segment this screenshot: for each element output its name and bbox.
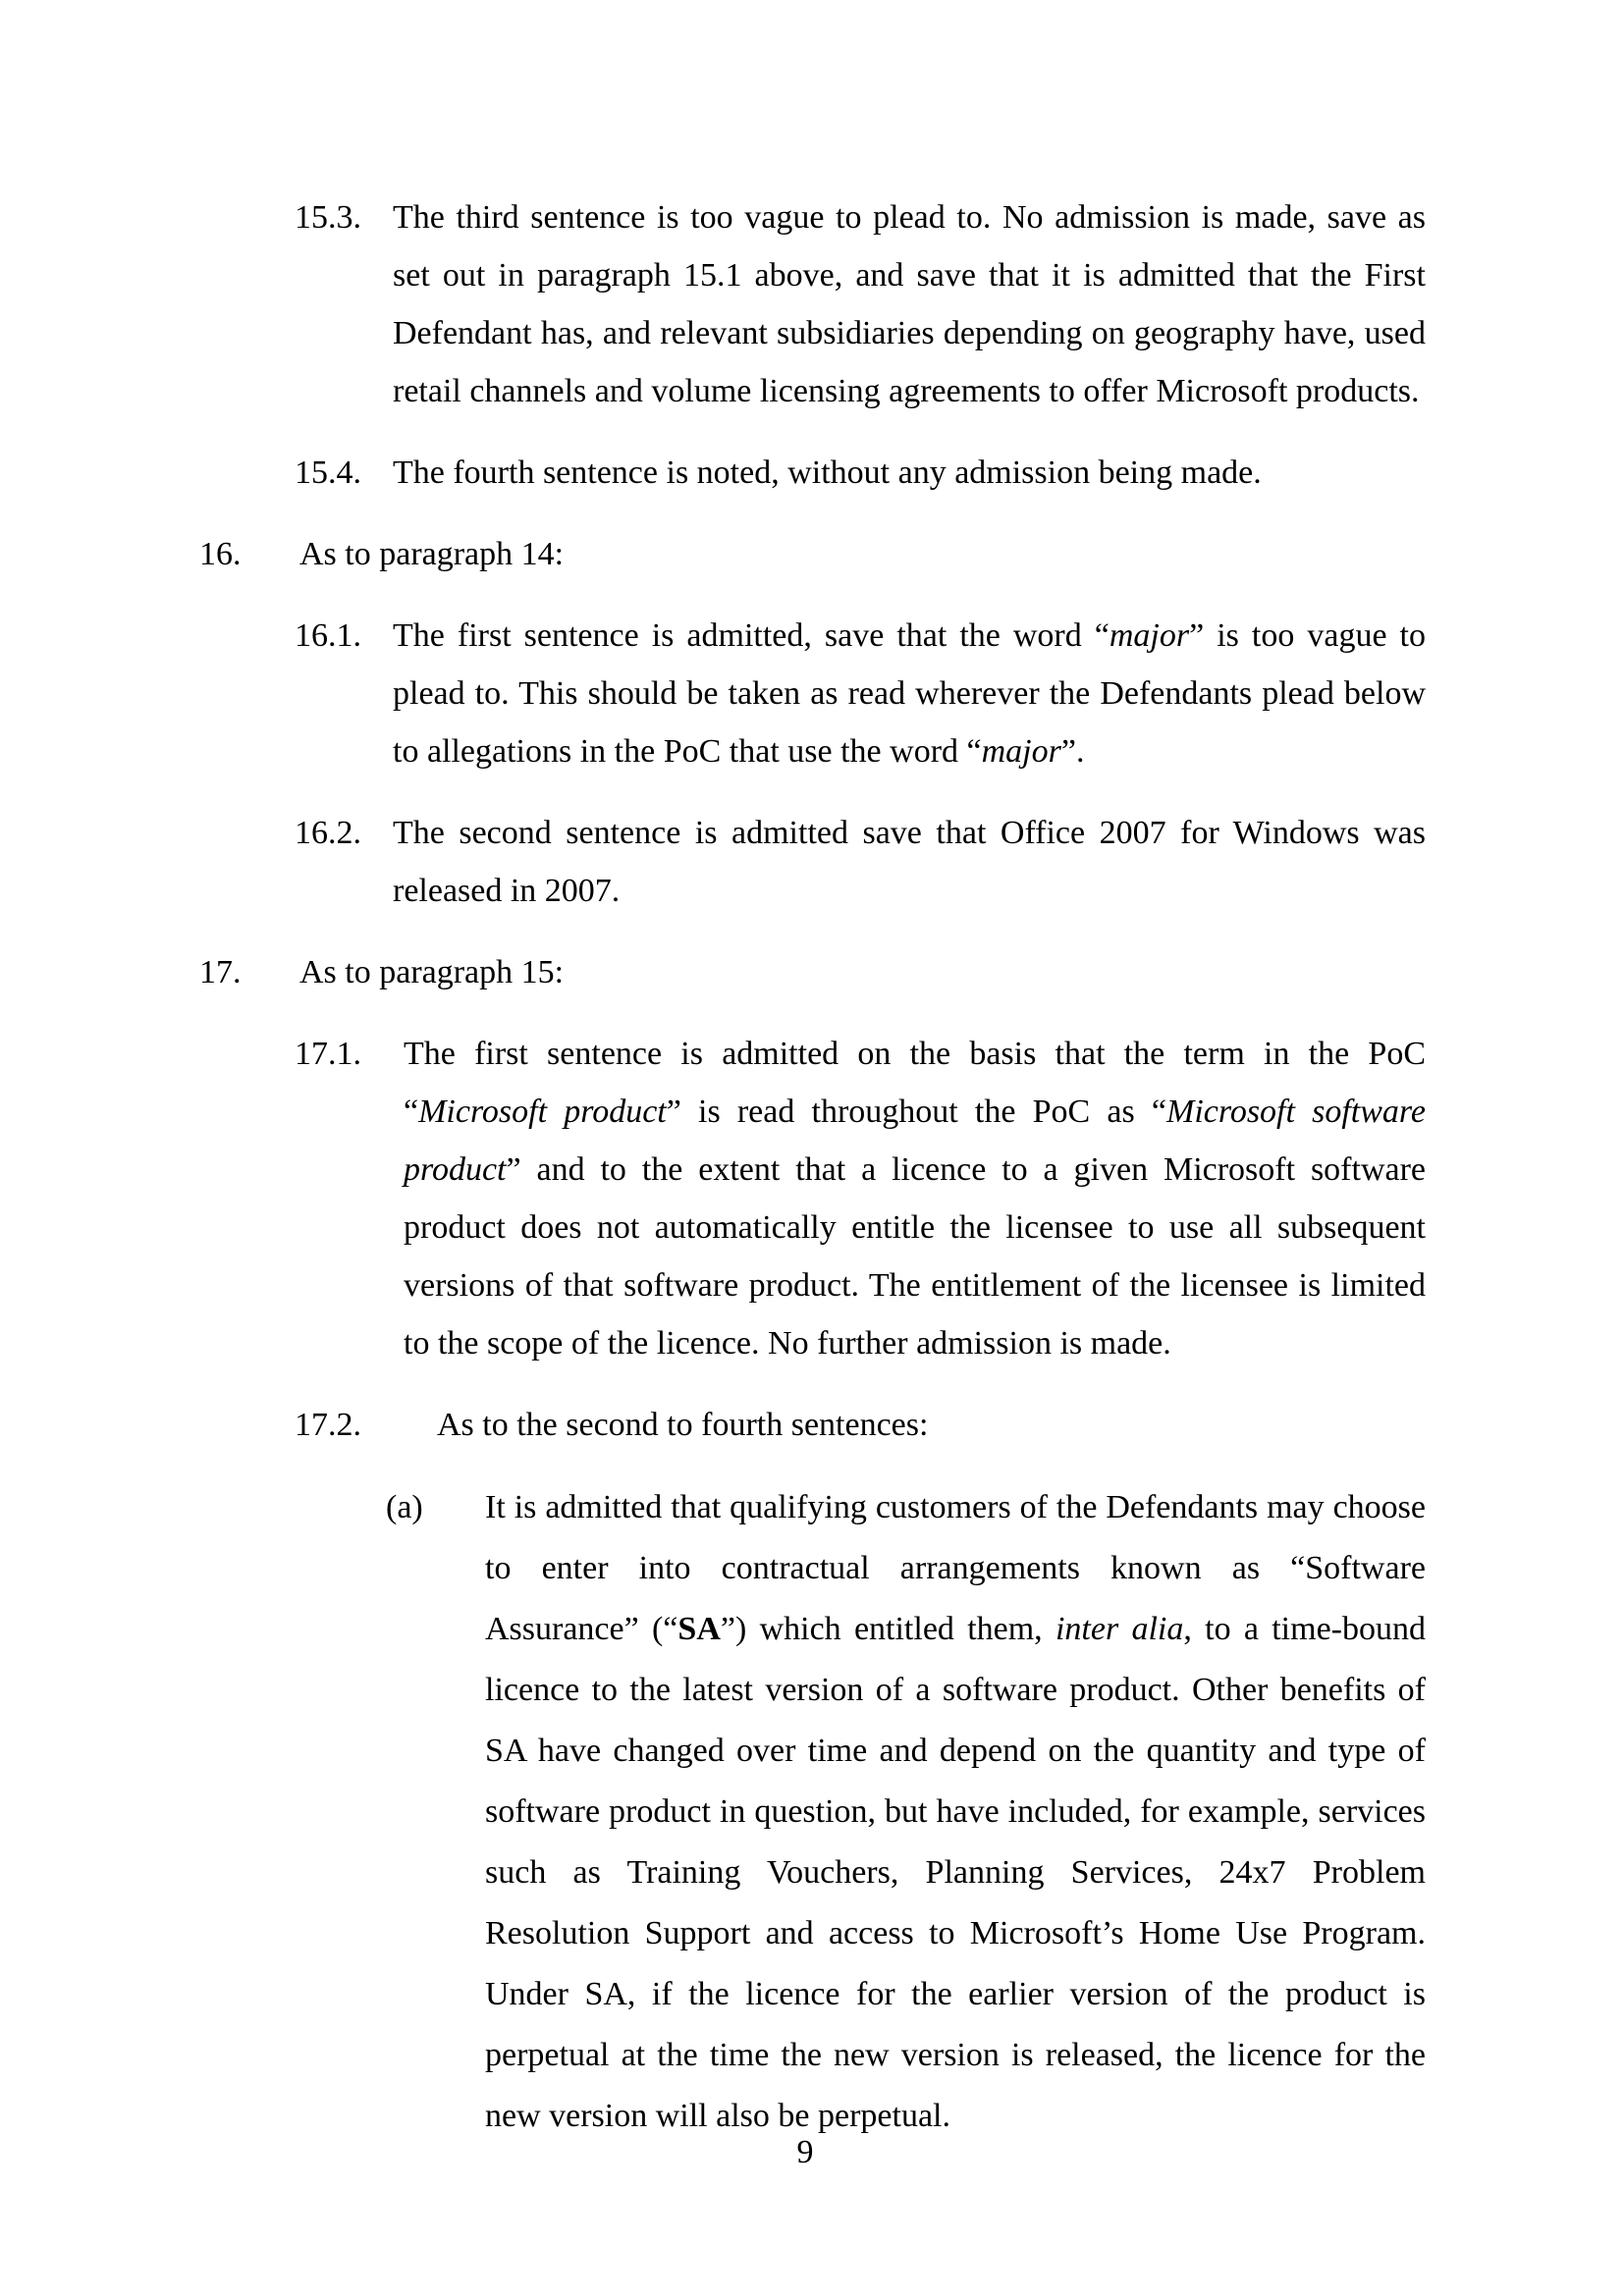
paragraph-17 [199,943,1426,1001]
paragraph-number: 17. [199,954,242,990]
paragraph-16-2 [199,804,1426,920]
text-run: The second sentence is admitted save that Office 2007 for Windows was released in 2007. [393,815,1426,909]
text-run: The third sentence is too vague to plead to. No admission is made, save as set out in paragraph 15.1 above, and save that it is admitted that the First Defendant has, and relevant subsidiaries depending on geography have, used retail channels and volume licensing agreements to offer Microsoft products. [393,199,1426,409]
document-body [199,188,1426,2147]
text-run: As to paragraph 15: [299,954,565,990]
paragraph-text [485,1477,1426,2147]
paragraph-text [393,607,1426,780]
text-run: ” and to the extent that a licence to a given Microsoft software product does not automatically entitle the licensee to use all subsequent versions of that software product. The entitlement of the licensee is limited to the scope of the licence. No further admission is made. [404,1151,1426,1362]
paragraph-number: 16. [199,536,242,572]
bold-text-run: SA [677,1611,721,1647]
paragraph-number: 15.4. [295,454,361,491]
paragraph-number: 16.2. [295,815,361,851]
text-run: The first sentence is admitted on the basis that the term in the PoC “ [404,1036,1426,1130]
paragraph-17-1 [199,1025,1426,1372]
text-run: The first sentence is admitted, save that the word “ [393,617,1110,654]
text-run: ”) which entitled them, [720,1611,1056,1647]
paragraph-text [393,804,1426,920]
paragraph-text [437,1396,1426,1454]
paragraph-16-1 [199,607,1426,780]
paragraph-15-3 [199,188,1426,420]
text-run: ”. [1060,733,1085,770]
paragraph-17-2-a [199,1477,1426,2147]
text-run: The fourth sentence is noted, without any admission being made. [393,454,1262,491]
italic-text-run: major [1109,617,1190,654]
paragraph-number: (a) [386,1489,423,1525]
paragraph-text [299,943,1426,1001]
paragraph-number: 15.3. [295,199,361,236]
paragraph-17-2 [199,1396,1426,1454]
paragraph-15-4 [199,444,1426,502]
text-run: , to a time-bound licence to the latest version of a software product. Other benefits of SA have changed over time and depend on the quantity and type of software product in question, but have included, for example, services such as Training Vouchers, Planning Services, 24x7 Problem Resolution Support and access to Microsoft’s Home Use Program. Under SA, if the licence for the earlier version of the product is perpetual at the time the new version is released, the licence for the new version will also be perpetual. [485,1611,1426,2134]
text-run: It is admitted that qualifying customers of the Defendants may choose to enter into contractual arrangements known as “Software Assurance” (“ [485,1489,1426,1647]
text-run: As to the second to fourth sentences: [437,1407,929,1443]
text-run: ” is read throughout the PoC as “ [666,1094,1166,1130]
italic-text-run: Microsoft software product [404,1094,1426,1188]
paragraph-text [393,444,1426,502]
paragraph-text [404,1025,1426,1372]
paragraph-number: 17.2. [295,1407,361,1443]
italic-text-run: major [981,733,1061,770]
text-run: ” is too vague to plead to. This should be taken as read wherever the Defendants plead below to allegations in the PoC that use the word “ [393,617,1426,770]
text-run: As to paragraph 14: [299,536,565,572]
paragraph-number: 16.1. [295,617,361,654]
paragraph-16 [199,525,1426,583]
paragraph-text [393,188,1426,420]
italic-text-run: Microsoft product [418,1094,667,1130]
page-number: 9 [796,2134,814,2170]
italic-text-run: inter alia [1055,1611,1184,1647]
paragraph-number: 17.1. [295,1036,361,1072]
paragraph-text [299,525,1426,583]
